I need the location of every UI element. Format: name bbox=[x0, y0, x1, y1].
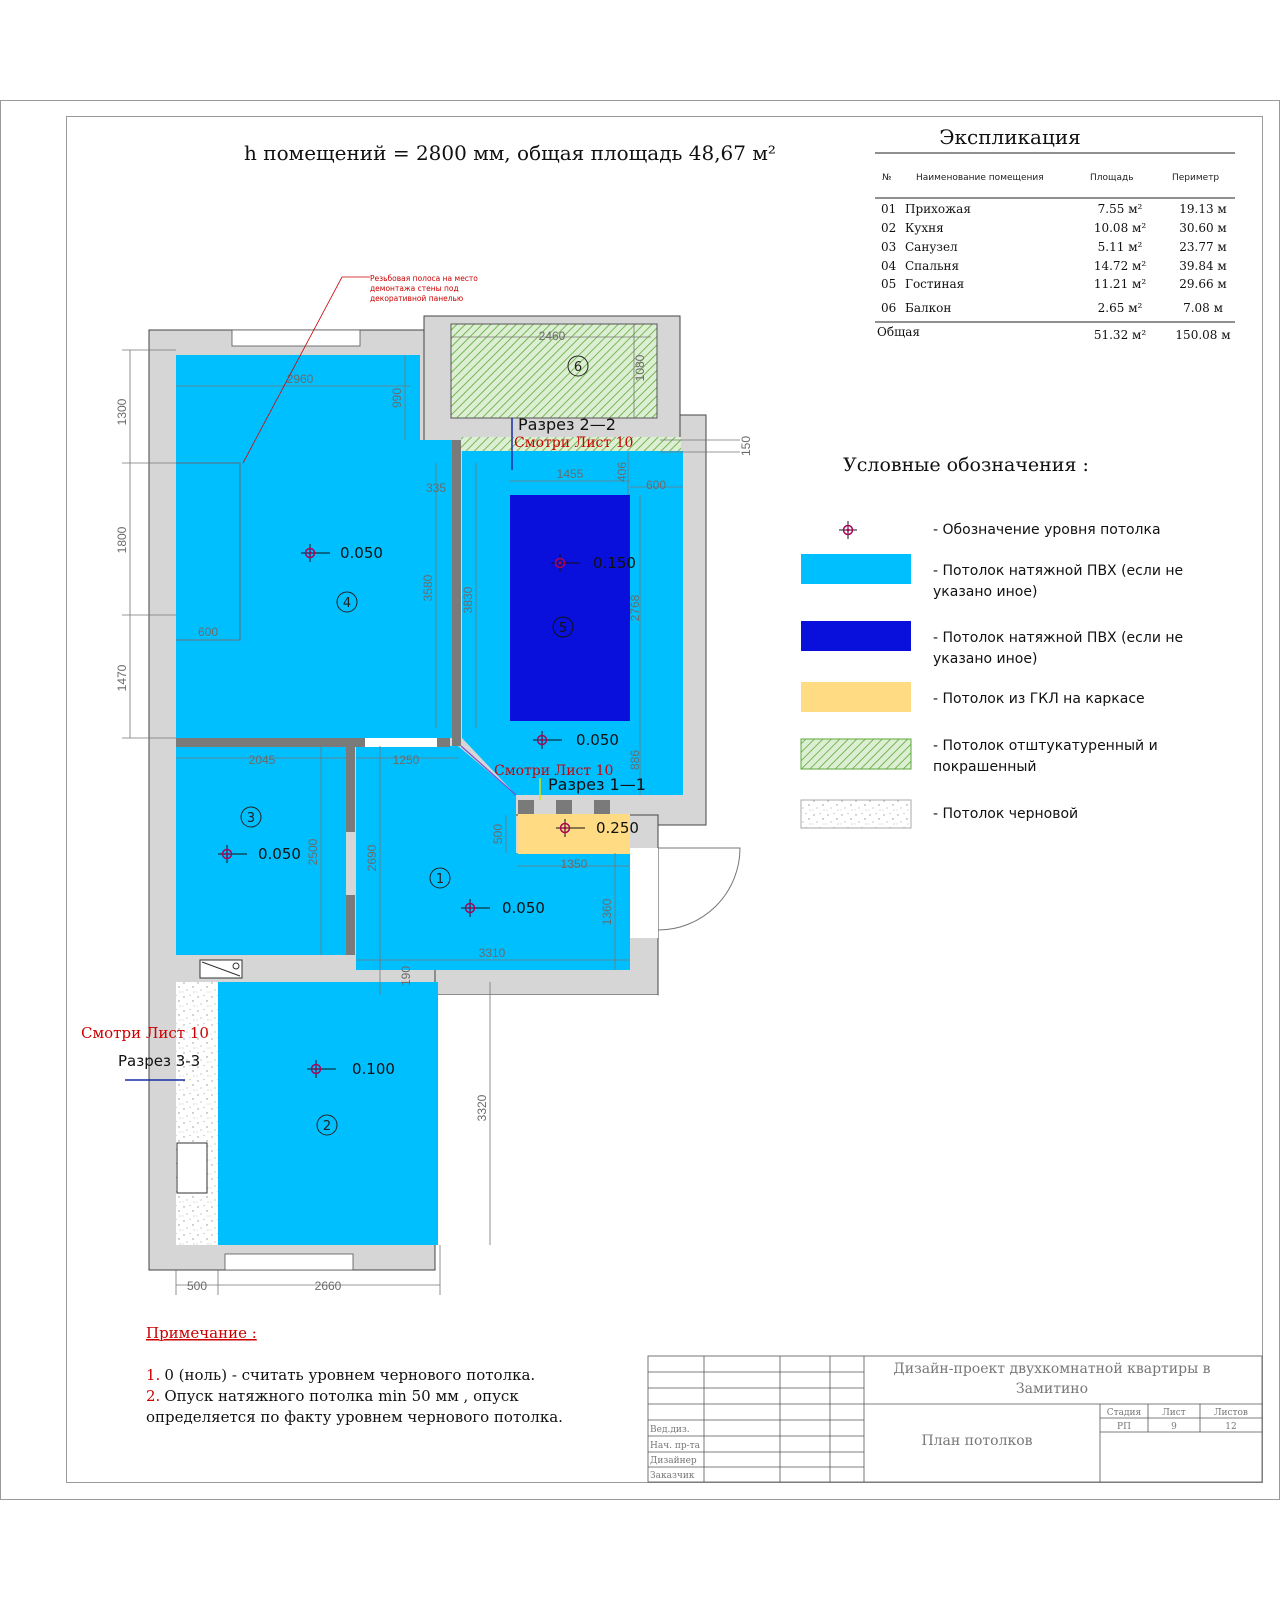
explication-row-name: Прихожая bbox=[905, 202, 971, 216]
room-5-dark-ceiling bbox=[510, 495, 630, 721]
explication-row-number: 01 bbox=[881, 202, 897, 216]
leader-note: декоративной панелью bbox=[370, 294, 464, 303]
stamp-value: РП bbox=[1117, 1422, 1131, 1432]
legend-item-text: - Потолок натяжной ПВХ (если не bbox=[933, 563, 1184, 579]
gkl-block bbox=[556, 800, 572, 814]
bath-fixture bbox=[233, 963, 239, 969]
leader-note: Резьбовая полоса на место bbox=[370, 274, 478, 283]
dim-1800: 1800 bbox=[115, 526, 129, 554]
dim-2690: 2690 bbox=[365, 844, 379, 872]
note-number: 2. bbox=[146, 1387, 161, 1405]
note-text: 0 (ноль) - считать уровнем чернового потолка. bbox=[164, 1366, 536, 1384]
explication-row-area: 14.72 м² bbox=[1093, 259, 1147, 273]
explication-row-name: Санузел bbox=[905, 240, 958, 254]
partition bbox=[346, 895, 355, 955]
see-sheet-note: Смотри Лист 10 bbox=[81, 1024, 209, 1042]
explication-title: Экспликация bbox=[939, 125, 1081, 149]
see-sheet-note: Смотри Лист 10 bbox=[494, 763, 614, 779]
dim-2768: 2768 bbox=[628, 594, 642, 622]
dim-1300: 1300 bbox=[115, 398, 129, 426]
dim-2660: 2660 bbox=[314, 1279, 342, 1293]
legend-item-text: покрашенный bbox=[933, 759, 1037, 775]
explication-table bbox=[875, 125, 1235, 342]
explication-row-number: 05 bbox=[881, 277, 897, 291]
stamp-role: Дизайнер bbox=[650, 1456, 697, 1466]
notes-title: Примечание : bbox=[146, 1324, 257, 1342]
explication-total-area: 51.32 м² bbox=[1093, 328, 1147, 342]
note-number: 1. bbox=[146, 1366, 161, 1384]
see-sheet-note: Смотри Лист 10 bbox=[514, 435, 634, 451]
legend-item-text: - Обозначение уровня потолка bbox=[933, 522, 1161, 538]
ceiling-level-label: 0.150 bbox=[593, 554, 636, 572]
dim-2960: 2960 bbox=[286, 372, 314, 386]
dim-886: 886 bbox=[628, 749, 642, 771]
room-number: 5 bbox=[558, 621, 568, 636]
room-number: 2 bbox=[322, 1119, 332, 1134]
explication-row-name: Гостиная bbox=[905, 277, 965, 291]
ceiling-level-label: 0.050 bbox=[340, 544, 383, 562]
explication-row-number: 04 bbox=[881, 259, 897, 273]
explication-row-perimeter: 23.77 м bbox=[1179, 240, 1227, 254]
door-opening bbox=[628, 848, 658, 938]
stamp-role: Вед.диз. bbox=[650, 1425, 690, 1435]
legend-item-text: - Потолок из ГКЛ на каркасе bbox=[933, 691, 1145, 707]
explication-total-perimeter: 150.08 м bbox=[1175, 328, 1231, 342]
dim-2500: 2500 bbox=[306, 838, 320, 866]
sheet-title: h помещений = 2800 мм, общая площадь 48,67 м² bbox=[244, 141, 776, 165]
explication-row-name: Спальня bbox=[905, 259, 960, 273]
legend-swatch-pvc-dark bbox=[801, 621, 911, 651]
explication-row-area: 10.08 м² bbox=[1093, 221, 1147, 235]
ceiling-level-marker-icon bbox=[839, 521, 857, 539]
room-4-bedroom-ceiling bbox=[176, 355, 452, 738]
legend-swatch-plaster bbox=[801, 739, 911, 769]
gkl-block bbox=[518, 800, 534, 814]
ceiling-level-label: 0.250 bbox=[596, 819, 639, 837]
legend-item-text: указано иное) bbox=[933, 651, 1038, 667]
note-line-1 bbox=[146, 1366, 535, 1384]
leader-note: демонтажа стены под bbox=[370, 284, 459, 293]
front-door-swing bbox=[658, 848, 740, 930]
legend bbox=[801, 454, 1183, 828]
explication-col-header: Наименование помещения bbox=[916, 173, 1044, 183]
legend-item-text: - Потолок отштукатуренный и bbox=[933, 738, 1158, 754]
legend-item-text: - Потолок черновой bbox=[933, 806, 1079, 822]
explication-row-perimeter: 7.08 м bbox=[1183, 301, 1223, 315]
stamp-header: Лист bbox=[1162, 1408, 1186, 1418]
dim-1080: 1080 bbox=[633, 354, 647, 382]
explication-row-number: 02 bbox=[881, 221, 897, 235]
explication-row-name: Кухня bbox=[905, 221, 944, 235]
room-number: 4 bbox=[342, 596, 352, 611]
explication-row-perimeter: 19.13 м bbox=[1179, 202, 1227, 216]
dim-2045: 2045 bbox=[248, 753, 276, 767]
partition bbox=[452, 440, 461, 746]
stamp-sheet-title: План потолков bbox=[921, 1433, 1033, 1449]
explication-row-area: 11.21 м² bbox=[1093, 277, 1147, 291]
explication-row-name: Балкон bbox=[905, 301, 952, 315]
room-number: 6 bbox=[573, 360, 583, 375]
dim-1455: 1455 bbox=[556, 467, 584, 481]
notes bbox=[146, 1324, 563, 1426]
room-number: 1 bbox=[435, 872, 445, 887]
room-number: 3 bbox=[246, 811, 256, 826]
legend-swatch-rough bbox=[801, 800, 911, 828]
gkl-block bbox=[594, 800, 610, 814]
window-opening bbox=[232, 330, 360, 346]
dim-2460: 2460 bbox=[538, 329, 566, 343]
window-opening bbox=[225, 1254, 353, 1270]
legend-item-text: указано иное) bbox=[933, 584, 1038, 600]
dim-1470: 1470 bbox=[115, 664, 129, 692]
note-line-3: определяется по факту уровнем чернового потолка. bbox=[146, 1408, 563, 1426]
floor-plan bbox=[81, 274, 753, 1295]
stamp-header: Стадия bbox=[1106, 1408, 1142, 1418]
stamp-value: 12 bbox=[1225, 1422, 1237, 1432]
dim-500: 500 bbox=[186, 1279, 208, 1293]
dim-150: 150 bbox=[739, 435, 753, 457]
legend-item-text: - Потолок натяжной ПВХ (если не bbox=[933, 630, 1184, 646]
explication-col-header: Периметр bbox=[1172, 173, 1220, 183]
room-2-kitchen-ceiling bbox=[218, 982, 438, 1245]
explication-row-area: 5.11 м² bbox=[1097, 240, 1143, 254]
explication-col-header: Площадь bbox=[1090, 173, 1134, 183]
ceiling-level-label: 0.100 bbox=[352, 1060, 395, 1078]
explication-col-header: № bbox=[882, 173, 892, 183]
section-3-3-label: Разрез 3-3 bbox=[118, 1052, 201, 1070]
rough-ceiling-area bbox=[176, 982, 218, 1245]
kitchen-niche bbox=[177, 1143, 207, 1193]
stamp-role: Заказчик bbox=[650, 1471, 695, 1481]
partition bbox=[346, 746, 355, 832]
partition bbox=[365, 738, 437, 747]
dim-3320: 3320 bbox=[475, 1094, 489, 1122]
ceiling-level-label: 0.050 bbox=[576, 731, 619, 749]
dim-600: 600 bbox=[645, 478, 667, 492]
explication-row-perimeter: 30.60 м bbox=[1179, 221, 1227, 235]
dim-406: 406 bbox=[615, 461, 629, 483]
legend-title: Условные обозначения : bbox=[843, 454, 1089, 476]
dim-3830: 3830 bbox=[461, 586, 475, 614]
legend-swatch-pvc-light bbox=[801, 554, 911, 584]
explication-row-perimeter: 39.84 м bbox=[1179, 259, 1227, 273]
wall-cutout bbox=[436, 995, 658, 1280]
legend-swatch-gkl bbox=[801, 682, 911, 712]
explication-row-number: 03 bbox=[881, 240, 897, 254]
dim-990: 990 bbox=[390, 387, 404, 409]
dim-3580: 3580 bbox=[421, 574, 435, 602]
dim-1350: 1350 bbox=[560, 857, 588, 871]
stamp-header: Листов bbox=[1213, 1408, 1249, 1418]
explication-row-number: 06 bbox=[881, 301, 897, 315]
stamp-value: 9 bbox=[1171, 1422, 1177, 1432]
explication-total-label: Общая bbox=[877, 325, 920, 339]
dim-1360: 1360 bbox=[600, 898, 614, 926]
stamp-role: Нач. пр-та bbox=[650, 1441, 701, 1451]
explication-row-area: 2.65 м² bbox=[1097, 301, 1143, 315]
dim-600: 600 bbox=[197, 625, 219, 639]
dim-1250: 1250 bbox=[392, 753, 420, 767]
stamp-project-title: Дизайн-проект двухкомнатной квартиры в bbox=[893, 1361, 1211, 1377]
stamp-project-title: Замитино bbox=[1015, 1381, 1089, 1397]
explication-row-area: 7.55 м² bbox=[1097, 202, 1143, 216]
note-text: Опуск натяжного потолка min 50 мм , опуск bbox=[164, 1387, 519, 1405]
note-line-2 bbox=[146, 1387, 519, 1405]
ceiling-level-label: 0.050 bbox=[502, 899, 545, 917]
dim-335: 335 bbox=[425, 481, 447, 495]
dim-3310: 3310 bbox=[478, 946, 506, 960]
dim-190: 190 bbox=[399, 965, 413, 987]
dim-500: 500 bbox=[491, 823, 505, 845]
ceiling-level-label: 0.050 bbox=[258, 845, 301, 863]
section-1-1-label: Разрез 1—1 bbox=[548, 775, 646, 794]
section-2-2-label: Разрез 2—2 bbox=[518, 415, 616, 434]
explication-row-perimeter: 29.66 м bbox=[1179, 277, 1227, 291]
